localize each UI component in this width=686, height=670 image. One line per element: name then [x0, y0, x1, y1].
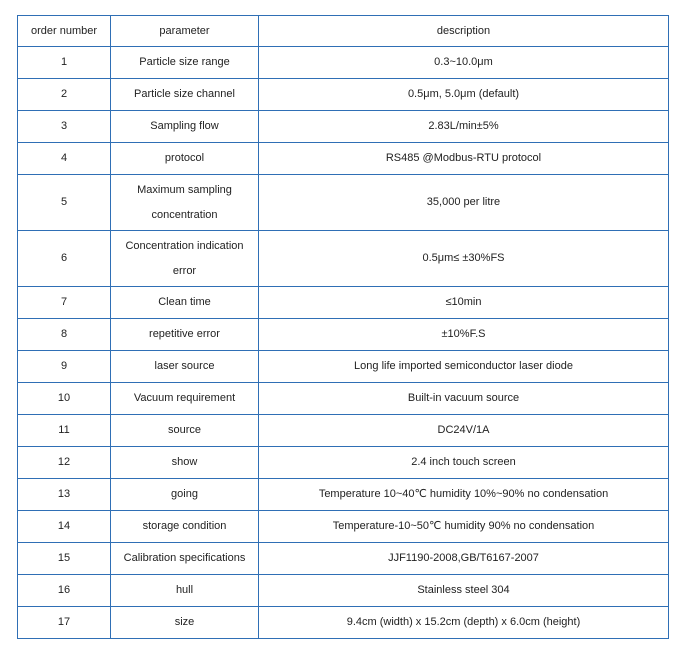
row-number: 15: [18, 543, 111, 575]
row-parameter: Concentration indication error: [111, 231, 259, 287]
table-row: [18, 383, 669, 415]
row-parameter: Particle size range: [111, 47, 259, 79]
row-description: 0.5μm, 5.0μm (default): [259, 79, 669, 111]
table-row: [18, 447, 669, 479]
table-row: [18, 607, 669, 639]
table-row: [18, 511, 669, 543]
table-row: [18, 479, 669, 511]
row-description: Temperature 10~40℃ humidity 10%~90% no condensation: [259, 479, 669, 511]
row-number: 16: [18, 575, 111, 607]
row-parameter: Clean time: [111, 287, 259, 319]
row-description: ±10%F.S: [259, 319, 669, 351]
row-description: 2.83L/min±5%: [259, 111, 669, 143]
row-number: 2: [18, 79, 111, 111]
row-parameter: size: [111, 607, 259, 639]
table-row: [18, 415, 669, 447]
table-row: [18, 143, 669, 175]
table-body: [18, 47, 669, 639]
row-description: 0.3~10.0μm: [259, 47, 669, 79]
table-row: [18, 231, 669, 287]
row-description: 2.4 inch touch screen: [259, 447, 669, 479]
spec-table: [17, 15, 669, 639]
row-description: Temperature-10~50℃ humidity 90% no condensation: [259, 511, 669, 543]
header-row: [18, 16, 669, 47]
header-parameter: parameter: [111, 16, 259, 47]
row-description: Stainless steel 304: [259, 575, 669, 607]
row-description: DC24V/1A: [259, 415, 669, 447]
row-parameter: Vacuum requirement: [111, 383, 259, 415]
row-number: 17: [18, 607, 111, 639]
header-order-number: order number: [18, 16, 111, 47]
row-parameter: Calibration specifications: [111, 543, 259, 575]
row-description: RS485 @Modbus-RTU protocol: [259, 143, 669, 175]
table-header: [18, 16, 669, 47]
row-number: 13: [18, 479, 111, 511]
row-parameter: source: [111, 415, 259, 447]
row-parameter: going: [111, 479, 259, 511]
row-parameter: repetitive error: [111, 319, 259, 351]
row-description: Built-in vacuum source: [259, 383, 669, 415]
row-parameter: Particle size channel: [111, 79, 259, 111]
row-number: 1: [18, 47, 111, 79]
table-row: [18, 575, 669, 607]
row-parameter: storage condition: [111, 511, 259, 543]
row-description: Long life imported semiconductor laser diode: [259, 351, 669, 383]
row-number: 12: [18, 447, 111, 479]
row-description: 0.5μm≤ ±30%FS: [259, 231, 669, 287]
row-description: JJF1190-2008,GB/T6167-2007: [259, 543, 669, 575]
row-number: 14: [18, 511, 111, 543]
row-description: ≤10min: [259, 287, 669, 319]
row-parameter: show: [111, 447, 259, 479]
table-row: [18, 351, 669, 383]
row-number: 9: [18, 351, 111, 383]
row-parameter: laser source: [111, 351, 259, 383]
row-number: 4: [18, 143, 111, 175]
header-description: description: [259, 16, 669, 47]
table-row: [18, 287, 669, 319]
row-parameter: hull: [111, 575, 259, 607]
row-number: 11: [18, 415, 111, 447]
row-number: 7: [18, 287, 111, 319]
row-parameter: Sampling flow: [111, 111, 259, 143]
table-row: [18, 111, 669, 143]
table-row: [18, 543, 669, 575]
table-row: [18, 47, 669, 79]
row-parameter: protocol: [111, 143, 259, 175]
table-row: [18, 175, 669, 231]
row-number: 6: [18, 231, 111, 287]
row-number: 3: [18, 111, 111, 143]
table-row: [18, 79, 669, 111]
row-parameter: Maximum sampling concentration: [111, 175, 259, 231]
row-description: 9.4cm (width) x 15.2cm (depth) x 6.0cm (height): [259, 607, 669, 639]
row-number: 10: [18, 383, 111, 415]
row-number: 5: [18, 175, 111, 231]
row-number: 8: [18, 319, 111, 351]
table-row: [18, 319, 669, 351]
row-description: 35,000 per litre: [259, 175, 669, 231]
